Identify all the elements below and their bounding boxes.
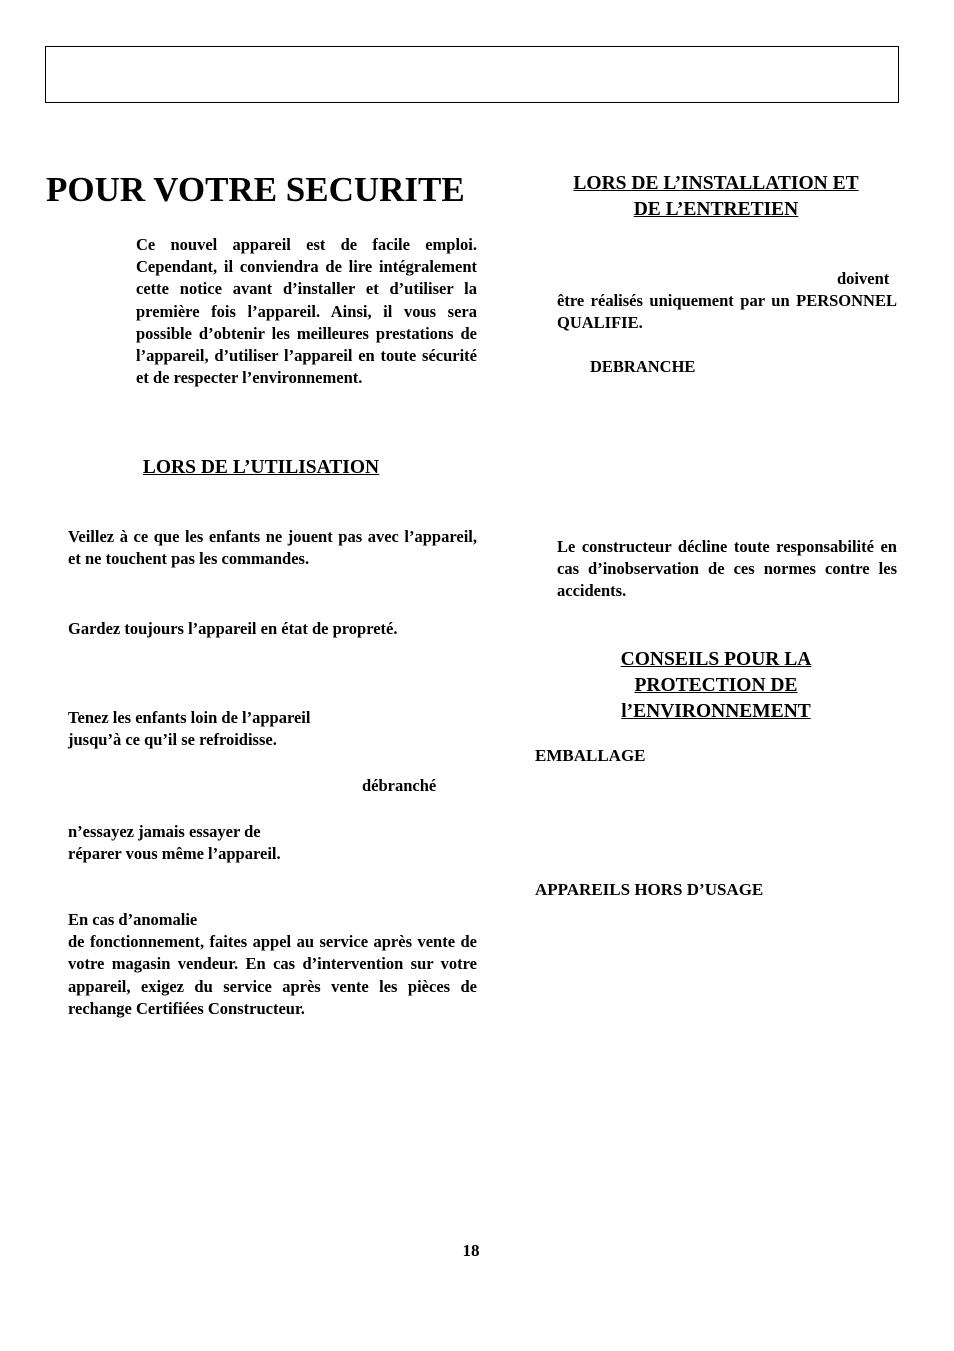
repair-line-2: réparer vous même l’appareil. [68,844,281,864]
environment-heading-line-3: l’ENVIRONNEMENT [621,701,811,722]
manufacturer-disclaimer: Le constructeur décline toute responsabilité en cas d’inobservation de ces normes contre les accidents. [557,537,897,601]
cooldown-line-1: Tenez les enfants loin de l’appareil [68,708,311,727]
doivent-text: doivent [837,269,890,288]
environment-heading-line-1: CONSEILS POUR LA [620,649,812,670]
cleanliness-paragraph: Gardez toujours l’appareil en état de propreté. [68,619,398,638]
intro-paragraph: Ce nouvel appareil est de facile emploi. Cependant, il conviendra de lire intégralement cette notice avant d’installer et d’utiliser la première fois l’appareil. Ainsi, il vous sera possible d’obtenir les meilleures prestations de l’appareil, d’utiliser l’appareil en toute sécurité et de respecter l’environnement. [136,235,477,388]
header-box [45,46,899,103]
anomaly-paragraph [68,909,477,1020]
unplugged-text: débranché [362,776,437,795]
utilisation-heading: LORS DE L’UTILISATION [142,457,380,478]
anomaly-line-1: En cas d’anomalie [68,910,198,929]
repair-line-1: n’essayez jamais essayer de [68,822,261,841]
children-paragraph: Veillez à ce que les enfants ne jouent pas avec l’appareil, et ne touchent pas les commandes. [68,527,477,569]
installation-heading [535,171,897,223]
unplugged-caps-text: DEBRANCHE [590,357,696,376]
cooldown-paragraph [68,707,477,751]
environment-heading [535,647,897,725]
page-number: 18 [462,1241,480,1260]
anomaly-body: de fonctionnement, faites appel au service après vente de votre magasin vendeur. En cas d’intervention sur votre appareil, exigez du service après vente les pièces de rechange Certifiées Constructeur. [68,932,477,1018]
repair-paragraph [68,821,477,865]
page-title: POUR VOTRE SECURITE [46,170,465,209]
installation-heading-line-1: LORS DE L’INSTALLATION ET [573,173,859,194]
packaging-label: EMBALLAGE [535,746,646,765]
disused-appliances-label: APPAREILS HORS D’USAGE [535,880,764,899]
installation-heading-line-2: DE L’ENTRETIEN [633,199,799,220]
environment-heading-line-2: PROTECTION DE [634,675,798,696]
cooldown-line-2: jusqu’à ce qu’il se refroidisse. [68,730,277,750]
qualified-paragraph: être réalisés uniquement par un PERSONNEL QUALIFIE. [557,291,897,333]
